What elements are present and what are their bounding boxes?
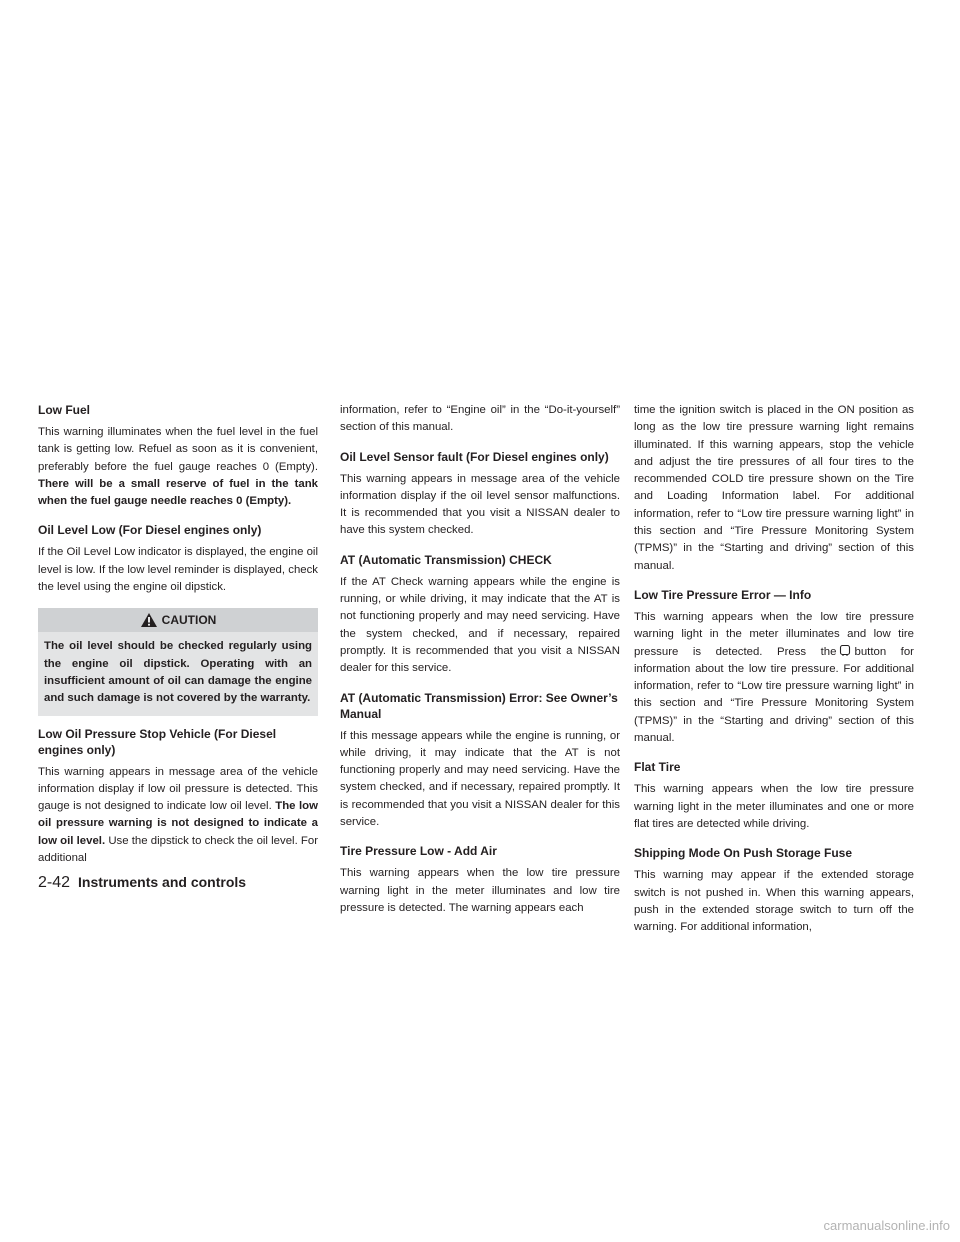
heading-at-check: AT (Automatic Transmission) CHECK	[340, 552, 552, 567]
caution-header	[38, 608, 318, 632]
heading-low-fuel: Low Fuel	[38, 403, 90, 417]
heading-flat-tire: Flat Tire	[634, 760, 681, 775]
paragraph-low-oil-pressure: This warning appears in message area of the vehicle information display if low oil pressure is detected. This gauge is not designed to indicate low oil level. The low oil pressure warning is not designed to indicate a low oil level. Use the dipstick to check the oil level. For additional	[38, 765, 318, 865]
heading-shipping-mode: Shipping Mode On Push Storage Fuse	[634, 846, 853, 861]
paragraph-low-fuel: This warning illuminates when the fuel level in the fuel tank is getting low. Refuel as soon as it is convenient, preferably before the fuel gauge reaches 0 (Empty). There will be a small reserve of fuel in the tank when the fuel gauge needle reaches 0 (Empty).	[38, 426, 318, 508]
column-3	[634, 402, 914, 948]
paragraph-continued: information, refer to “Engine oil” in the “Do-it-yourself” section of this manual.	[340, 404, 620, 434]
paragraph-oil-sensor-fault: This warning appears in message area of the vehicle information display if the oil level sensor malfunctions. It is recommended that you visit a NISSAN dealer to have this system checked.	[340, 472, 620, 537]
page-number: 2-42	[38, 874, 71, 891]
section-title: Instruments and controls	[78, 874, 247, 890]
paragraph-oil-level-low: If the Oil Level Low indicator is displayed, the engine oil level is low. If the low level reminder is displayed, check the level using the engine oil dipstick.	[38, 546, 318, 594]
paragraph-at-error: If this message appears while the engine is running, or while driving, it may indicate that the AT is not functioning properly and may need servicing. Have the system checked, and if necessary, repaired promptly. It is recommended that you visit a NISSAN dealer for this service.	[340, 729, 620, 829]
info-button-icon	[839, 644, 851, 656]
heading-tire-pressure-error: Low Tire Pressure Error — Info	[634, 587, 812, 602]
paragraph-shipping-mode: This warning may appear if the extended storage switch is not pushed in. When this warning appears, push in the extended storage switch to turn off the warning. For additional information,	[634, 869, 914, 934]
heading-oil-level-low: Oil Level Low (For Diesel engines only)	[38, 523, 262, 538]
paragraph-tire-pressure-low: This warning appears when the low tire pressure warning light in the meter illuminates and low tire pressure is detected. The warning appears each	[340, 867, 620, 914]
paragraph-continued: time the ignition switch is placed in the ON position as long as the low tire pressure warning light remains illuminated. If this warning appears, stop the vehicle and adjust the tire pressures of all four tires to the recommended COLD tire pressure shown on the Tire and Loading Information label. For additional information, refer to “Low tire pressure warning light” in this section and “Tire Pressure Monitoring System (TPMS)” in the “Starting and driving” section of this manual.	[634, 404, 914, 572]
paragraph-flat-tire: This warning appears when the low tire pressure warning light in the meter illuminates and one or more flat tires are detected while driving.	[634, 783, 914, 830]
bold-oil-pressure-note: The low oil pressure warning is not designed to indicate a low oil level.	[38, 800, 318, 847]
caution-text: The oil level should be checked regularly using the engine oil dipstick. Operating with an insufficient amount of oil can damage the engine and such damage is not covered by the warranty.	[44, 640, 312, 705]
paragraph-at-check: If the AT Check warning appears while the engine is running, or while driving, it may indicate that the AT is not functioning properly and may need servicing. Have the system checked, and if necessary, repaired promptly. It is recommended that you visit a NISSAN dealer for this service.	[340, 575, 620, 675]
watermark: carmanualsonline.info	[823, 1218, 950, 1233]
page-footer	[38, 874, 246, 892]
heading-oil-sensor-fault: Oil Level Sensor fault (For Diesel engines only)	[340, 449, 609, 464]
caution-title: CAUTION	[161, 613, 217, 628]
caution-box	[38, 608, 318, 715]
paragraph-tire-pressure-error: This warning appears when the low tire pressure warning light in the meter illuminates and low tire pressure is detected. Press the button for information about the low tire pressure. For additional information, refer to “Low tire pressure warning light” in this section and “Tire Pressure Monitoring System (TPMS)” in the “Starting and driving” section of this manual.	[634, 610, 914, 745]
heading-tire-pressure-low: Tire Pressure Low - Add Air	[340, 844, 497, 859]
column-2	[340, 402, 620, 929]
warning-triangle-icon	[140, 612, 158, 628]
bold-reserve-note: There will be a small reserve of fuel in the tank when the fuel gauge needle reaches 0 (Empty).	[38, 477, 318, 508]
heading-low-oil-pressure: Low Oil Pressure Stop Vehicle (For Diesel engines only)	[38, 726, 277, 757]
column-1	[38, 402, 318, 879]
heading-at-error: AT (Automatic Transmission) Error: See Owner’s Manual	[340, 690, 618, 721]
